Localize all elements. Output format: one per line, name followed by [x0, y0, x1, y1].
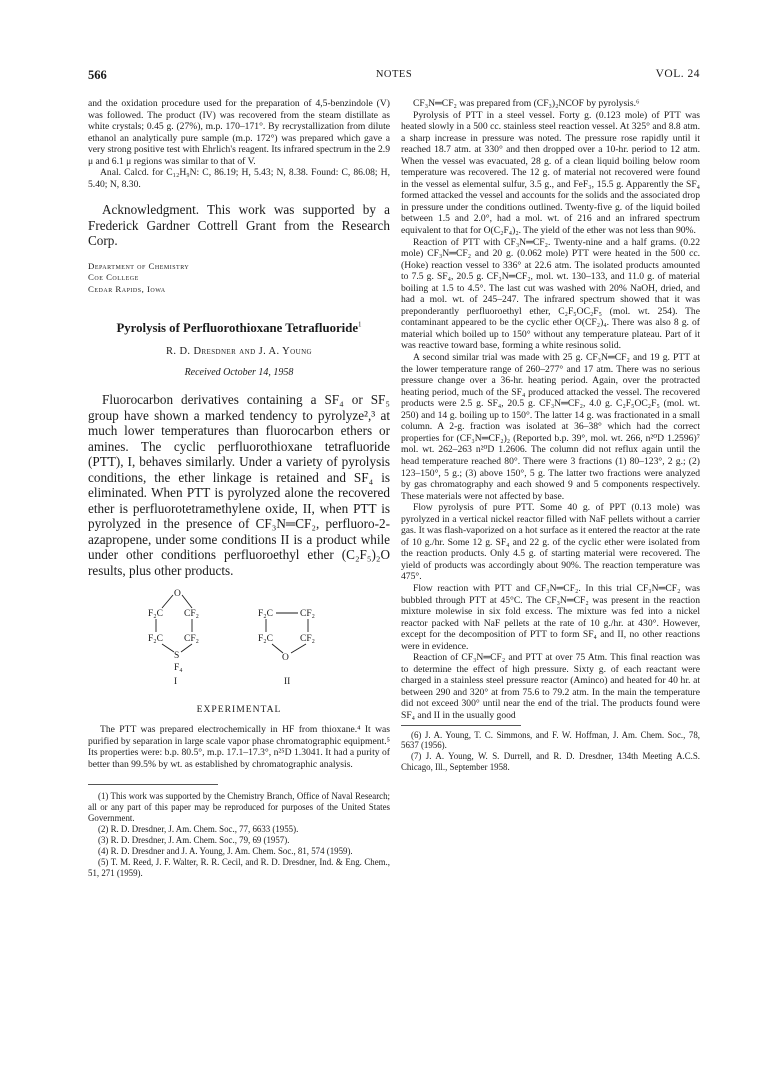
struct-I-CF2-top: CF₂: [184, 609, 199, 620]
article-title: [88, 321, 390, 336]
struct-II-CF2-top: CF₂: [300, 609, 315, 620]
volume-label: VOL. 24: [655, 68, 700, 80]
right-column: [401, 98, 700, 773]
affiliation-department: Department of Chemistry: [88, 260, 190, 271]
footnote: (3) R. D. Dresdner, J. Am. Chem. Soc., 79, 69 (1957).: [98, 834, 290, 845]
bond: [291, 644, 306, 653]
affiliation-college: Coe College: [88, 272, 139, 283]
struct-II-F2C-top: F₂C: [258, 609, 273, 620]
footnote: (7) J. A. Young, W. S. Durrell, and R. D. Dresdner, 134th Meeting A.C.S. Chicago, Ill., September 1958.: [401, 751, 700, 773]
article-title-text: Pyrolysis of Perfluorothioxane Tetrafluoride: [116, 321, 359, 336]
bond: [272, 644, 283, 653]
affiliation-city: Cedar Rapids, Iowa: [88, 283, 166, 294]
structure-drawing: [88, 584, 390, 692]
struct-I-O: O: [174, 589, 181, 600]
bond: [181, 644, 192, 652]
paragraph: and the oxidation procedure used for the preparation of 4,5-benzindole (V) was followed. The product (IV) was recovered from the steam distillate as white crystals; 0.45 g. (27%), m.p. 170–171°. By recrystallization from dilute ethanol an analytically pure sample (m.p. 172°) was prepared which gave a very strong positive test with Ehrlich's reagent. Its infrared spectrum in the 2.9 μ and 6.1 μ regions was similar to that of V.: [88, 98, 390, 167]
footnote-divider: [88, 784, 218, 785]
footnote-divider: [401, 725, 521, 726]
bond: [162, 595, 173, 608]
paragraph: Reaction of PTT with CF₃N═CF₂. Twenty-nine and a half grams. (0.22 mole) CF₃N═CF₂ and 20 g. (0.062 mole) PTT were heated in the 500 cc. (Hoke) reaction vessel to 336° at 22.6 atm. The isolated products amounted to 7.5 g. SF₄, 20.5 g. CF₃N═CF₂, mol. wt. 130–133, and 11.0 g. of material boiling at 1.5 to 4.5°. The last cut was washed with 20% NaOH, dried, and had a mol. wt. of 245–247. The infrared spectrum showed that it was preponderantly perfluoroethyl ether, C₂F₅OC₂F₅ (mol. wt. 254). The contaminant appeared to be the cyclic ether O(CF₂)₄. There was also 8 g. of material which boiled up to 150° without any temperature plateau. Part of it was reactive toward base, forming a white resinous solid.: [401, 236, 700, 352]
struct-I-S: S: [174, 651, 180, 662]
page-header: [88, 68, 700, 82]
section-heading: EXPERIMENTAL: [196, 704, 282, 716]
footnote: (2) R. D. Dresdner, J. Am. Chem. Soc., 77, 6633 (1955).: [98, 823, 299, 834]
title-footnote-mark: 1: [358, 321, 362, 330]
experimental-paragraph: The PTT was prepared electrochemically in HF from thioxane.⁴ It was purified by separation in large scale vapor phase chromatographic equipment.⁵ Its properties were: b.p. 80.5°, m.p. 17.1–17.3°, n²⁵D 1.3041. It had a purity of better than 99.5% by wt. as established by chromatographic analysis.: [88, 724, 390, 770]
footnote: (6) J. A. Young, T. C. Simmons, and F. W. Hoffman, J. Am. Chem. Soc., 78, 5637 (1956).: [401, 729, 700, 751]
analysis-paragraph: Anal. Calcd. for C₁₂H₉N: C, 86.19; H, 5.43; N, 8.38. Found: C, 86.08; H, 5.40; N, 8.30.: [88, 167, 390, 190]
struct-I-F4: F₄: [174, 663, 183, 674]
chemical-structures: [88, 584, 390, 692]
bond: [162, 644, 174, 652]
footnote: (4) R. D. Dresdner and J. A. Young, J. Am. Chem. Soc., 81, 574 (1959).: [98, 845, 353, 856]
received-date: Received October 14, 1958: [184, 366, 294, 378]
footnote: (5) T. M. Reed, J. F. Walter, R. R. Cecil, and R. D. Dresdner, Ind. & Eng. Chem., 51, 271 (1959).: [88, 856, 390, 878]
struct-I-CF2-bottom: CF₂: [184, 634, 199, 645]
section-title: NOTES: [375, 69, 413, 80]
intro-paragraph: Fluorocarbon derivatives containing a SF₄ or SF₅ group have shown a marked tendency to pyrolyze²,³ at much lower temperatures than fluorocarbon ethers or amines. The cyclic perfluorothioxane tetrafluoride (PTT), I, behaves similarly. Under a variety of pyrolysis conditions, the ether linkage is retained and SF₄ is eliminated. When PTT is pyrolyzed alone the recovered ether is perfluorotetramethylene oxide, II, when PTT is pyrolyzed in the presence of CF₃N═CF₂, perfluoro-2-azapropene, under some conditions II is a product while under other conditions perfluoroethyl ether (C₂F₅)₂O results, plus other products.: [88, 392, 390, 578]
paragraph: A second similar trial was made with 25 g. CF₃N═CF₂ and 19 g. PTT at the lower temperature range of 260–277° and 17 atm. There was no serious pressure change over a 36-hr. heating period. Again, over the protracted heating period, much of the SF₄ produced attacked the vessel. The recovered products were 2.5 g. SF₄, 20.5 g. CF₃N═CF₂, 4.0 g. C₂F₅OC₂F₅ (mol. wt. 250) and 14 g. boiling up to 150°. The latter 14 g. was fractionated in a small column. A 2-g. fraction was isolated at 36–38° which had the correct properties for (CF₃N═CF₂)₂ (Reported b.p. 39°, mol. wt. 266, n²⁰D 1.2596)⁷ mol. wt. 262–263 n²⁰D 1.2606. The column did not reflux again until the head temperature reached 80°. There were 3 fractions (1) 80–123°, 2 g.; (2) 123–150°, 5 g.; (3) above 150°, 5 g. The latter two fractions were analyzed by gas chromatography and each showed 9 and 5 components respectively. These materials were not affected by base.: [401, 352, 700, 502]
left-column: [88, 98, 390, 878]
paragraph: Flow pyrolysis of pure PTT. Some 40 g. of PPT (0.13 mole) was pyrolyzed in a vertical nickel reactor filled with NaF pellets without a carrier gas. It was flash-vaporized on a hot surface as it entered the reactor at the rate of 10 g./hr. Some 12 g. SF₄ and 22 g. of the cyclic ether were isolated from the reaction products. Only 4.5 g. of starting material were recovered. The yield of products was accordingly about 90%. The reaction temperature was 475°.: [401, 502, 700, 583]
struct-II-CF2-bottom: CF₂: [300, 634, 315, 645]
struct-I-label: I: [174, 677, 178, 688]
paragraph: CF₃N═CF₂ was prepared from (CF₃)₂NCOF by pyrolysis.⁶: [413, 98, 640, 109]
struct-II-F2C-bottom: F₂C: [258, 634, 273, 645]
paragraph: Reaction of CF₃N═CF₂ and PTT at over 75 Atm. This final reaction was to determine the effect of high pressure. Sixty g. of each reactant were charged in a stainless steel pressure reactor (Aminco) and heated for 40 hr. at between 290 and 320° at from 75.6 to 79.2 atm. In the main the temperature did not exceed 300° until near the end of the trial. The products found were SF₄ and II in the usually good: [401, 652, 700, 721]
struct-I-F2C-top: F₂C: [148, 609, 163, 620]
affiliation: [88, 261, 390, 296]
acknowledgment: Acknowledgment. This work was supported by a Frederick Gardner Cottrell Grant from the Research Corp.: [88, 202, 390, 249]
bond: [182, 595, 192, 608]
authors: R. D. Dresdner and J. A. Young: [166, 346, 312, 358]
struct-I-F2C-bottom: F₂C: [148, 634, 163, 645]
struct-II-O: O: [282, 653, 289, 664]
page-number: 566: [88, 68, 107, 82]
struct-II-label: II: [284, 677, 291, 688]
paragraph: Pyrolysis of PTT in a steel vessel. Forty g. (0.123 mole) of PTT was heated slowly in a 500 cc. stainless steel reaction vessel. At 325° and 8.8 atm. a sharp increase in pressure was noted. The pressure rose rapidly until it reached 18.7 atm. at 330° and then dropped over a 10-hr. period to 12 atm. When the vessel was evacuated, 28 g. of a clean liquid boiling below room temperature was recovered. The 12 g. of material not recovered were found in the vessel as elemental sulfur, 3.5 g., and FeF₃, 15.5 g. Apparently the SF₄ formed attacked the vessel and accounts for the solids and the associated drop in pressure under the conditions outlined. Twenty-five g. of the liquid boiled between 1.5 and 2.0°, had a mol. wt. of 216 and an infrared spectrum equivalent to that for O(C₂F₄)₂. The yield of the ether was not less than 90%.: [401, 109, 700, 237]
footnote: (1) This work was supported by the Chemistry Branch, Office of Naval Research; all or any part of this paper may be reproduced for purposes of the United States Government.: [88, 791, 390, 824]
paragraph: Flow reaction with PTT and CF₃N═CF₂. In this trial CF₃N═CF₂ was bubbled through PTT at 45°C. The CF₃N═CF₂ was present in the reaction mixture molewise in six fold excess. The mixture was fed into a nickel reactor packed with NaF pellets at the rate of 10 g./hr. at 430°. However, except for the decomposition of PTT to form SF₄ and II, no other reactions were in evidence.: [401, 582, 700, 652]
